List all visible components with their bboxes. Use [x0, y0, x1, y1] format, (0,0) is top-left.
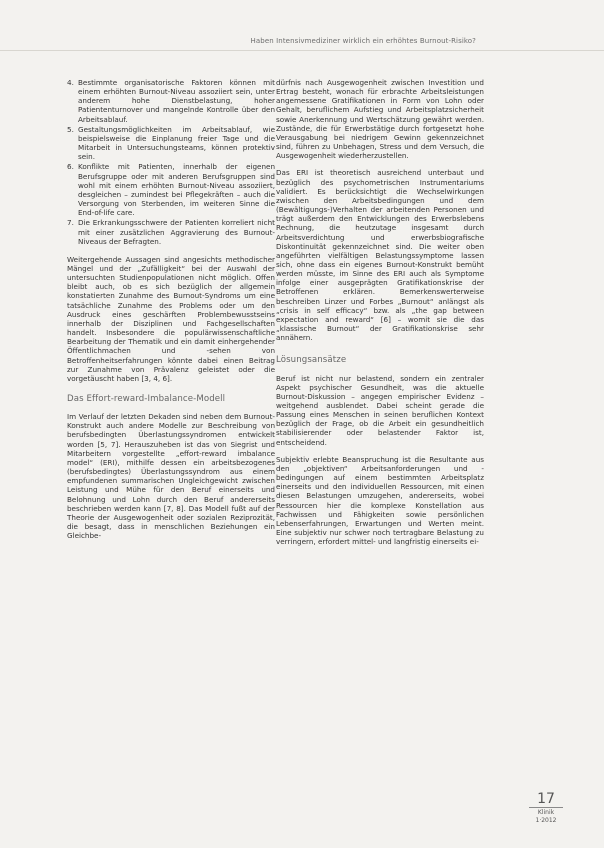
issue-label: 1·2012	[535, 817, 557, 824]
list-number: 6.	[67, 162, 74, 172]
footer-divider	[529, 807, 563, 808]
list-text: Die Erkrankungsschwere der Patienten korreliert nicht mit einer zusätzlichen Aggravierung des Burnout-Niveaus der Befragten.	[78, 218, 275, 246]
section-heading: Lösungsansätze	[276, 355, 347, 366]
journal-name: Klinik	[537, 809, 555, 816]
list-text: Konflikte mit Patienten, innerhalb der eigenen Berufsgruppe oder mit anderen Berufsgruppen sind wohl mit einem erhöhten Burnout-Niveau assoziiert, desgleichen – zumindest bei Pflegekräften – auch die Versorgung von Sterbenden, im weiteren Sinne die End-of-life care.	[78, 162, 275, 218]
findings-list	[67, 78, 275, 246]
page-number: 17	[537, 791, 555, 807]
list-item	[67, 125, 275, 162]
section-heading: Das Effort-reward-Imbalance-Modell	[67, 394, 226, 404]
paragraph: Im Verlauf der letzten Dekaden sind neben dem Burnout-Konstrukt auch andere Modelle zur Beschreibung von berufsbedingten Überlastungssyndromen entwickelt worden [5, 7]. Herauszuheben ist das von Siegrist und Mitarbeitern vorgestellte „effort-reward imbalance model“ (ERI), mithilfe dessen ein arbeitsbezogenes (berufsbedingtes) Überlastungssyndrom aus einem empfundenen summarischen Ungleichgewicht zwischen Leistung und Mühe für den Beruf einerseits und Belohnung und Lohn durch den Beruf andererseits beschrieben werden kann [7, 8]. Das Modell fußt auf der Theorie der Ausgewogenheit oder sozialen Reziprozität, die besagt, dass in menschlichen Beziehungen ein Gleichbe-	[67, 412, 275, 541]
paragraph: Das ERI ist theoretisch ausreichend unterbaut und bezüglich des psychometrischen Instrumentariums validiert. Es berücksichtigt die Wechselwirkungen zwischen den Arbeitsbedingungen und dem (Bewältigungs-)Verhalten der arbeitenden Personen und trägt außerdem den Entwicklungen des Erwerbslebens Rechnung, die heutzutage insgesamt durch Arbeitsverdichtung und erwerbsbiografische Diskontinuität gekennzeichnet sind. Die weiter oben angeführten vielfältigen Belastungssymptome lassen sich, ohne dass ein eigenes Burnout-Konstrukt bemüht werden müsste, im Sinne des ERI auch als Symptome infolge einer ausgeprägten Gratifikationskrise der Betroffenen erklären. Bemerkenswerterweise beschreiben Linzer und Forbes „Burnout“ anlängst als „crisis in self efficacy“ bzw. als „the gap between expectation and reward“ [6] – womit sie die das „klassische Burnout“ der Gratifikationskrise sehr annähern.	[276, 168, 484, 343]
paragraph: Weitergehende Aussagen sind angesichts methodischer Mängel und der „Zufälligkeit“ bei der Auswahl der untersuchten Studienpopulationen nicht möglich. Offen bleibt auch, ob es sich bezüglich der allgemein konstatierten Zunahme des Burnout-Syndroms um eine tatsächliche Zunahme des Problems oder um den Ausdruck eines geschärften Problembewusstseins innerhalb der Disziplinen und Fachgesellschaften handelt. Insbesondere die populärwissenschaftliche Bearbeitung der Thematik und ein damit einhergehender Öffentlichmachen und -sehen von Betroffenheitserfahrungen könnte dabei einen Beitrag zur Zunahme von Prävalenz geleistet oder die vorgetäuscht haben [3, 4, 6].	[67, 254, 275, 383]
list-item	[67, 78, 275, 124]
paragraph: Beruf ist nicht nur belastend, sondern ein zentraler Aspekt psychischer Gesundheit, was die aktuelle Burnout-Diskussion – angegen empirischer Evidenz – weitgehend ausblendet. Dabei scheint gerade die Passung eines Menschen in seinen beruflichen Kontext bezüglich der Frage, ob die Arbeit ein gesundheitlich stabilisierender oder belastender Faktor ist, entscheidend.	[276, 373, 484, 447]
left-column	[67, 78, 275, 548]
list-item	[67, 218, 275, 245]
list-number: 5.	[67, 124, 74, 134]
list-number: 4.	[67, 78, 74, 87]
paragraph: dürfnis nach Ausgewogenheit zwischen Investition und Ertrag besteht, wonach für erbrachte Arbeitsleistungen angemessene Gratifikationen in Form von Lohn oder Gehalt, beruflichem Aufstieg und Arbeitsplatzsicherheit sowie Anerkennung und Wertschätzung gewährt werden. Zustände, die für Erwerbstätige durch fortgesetzt hohe Verausgabung bei niedrigem Gewinn gekennzeichnet sind, führen zu Unbehagen, Stress und dem Versuch, die Ausgewogenheit wiederherzustellen.	[276, 78, 484, 161]
list-item	[67, 162, 275, 217]
list-text: Bestimmte organisatorische Faktoren können mit einem erhöhten Burnout-Niveau assoziiert sein, unter anderem hohe Dienstbelastung, hoher Patiententurnover und mangelnde Kontrolle über den Arbeitsablauf.	[78, 78, 275, 124]
list-text: Gestaltungsmöglichkeiten im Arbeitsablauf, wie beispielsweise die Einplanung freier Tage und die Mitarbeit in Untersuchungsteams, können protektiv sein.	[78, 124, 275, 162]
page-footer	[523, 792, 569, 825]
right-column	[276, 78, 484, 554]
running-header	[0, 0, 604, 51]
running-title: Haben Intensivmediziner wirklich ein erhöhtes Burnout-Risiko?	[250, 37, 476, 45]
list-number: 7.	[67, 218, 74, 228]
paragraph: Subjektiv erlebte Beanspruchung ist die Resultante aus den „objektiven“ Arbeitsanforderungen und -bedingungen auf einem bestimmten Arbeitsplatz einerseits und den individuellen Ressourcen, mit einen diesen Belastungen umzugehen, andererseits, wobei Ressourcen hier die komplexe Konstellation aus Fachwissen und Fähigkeiten sowie persönlichen Lebenserfahrungen, Erwartungen und Werten meint. Eine subjektiv nur schwer noch tertragbare Belastung zu verringern, erfordert mittel- und langfristig einerseits ei-	[276, 454, 484, 547]
